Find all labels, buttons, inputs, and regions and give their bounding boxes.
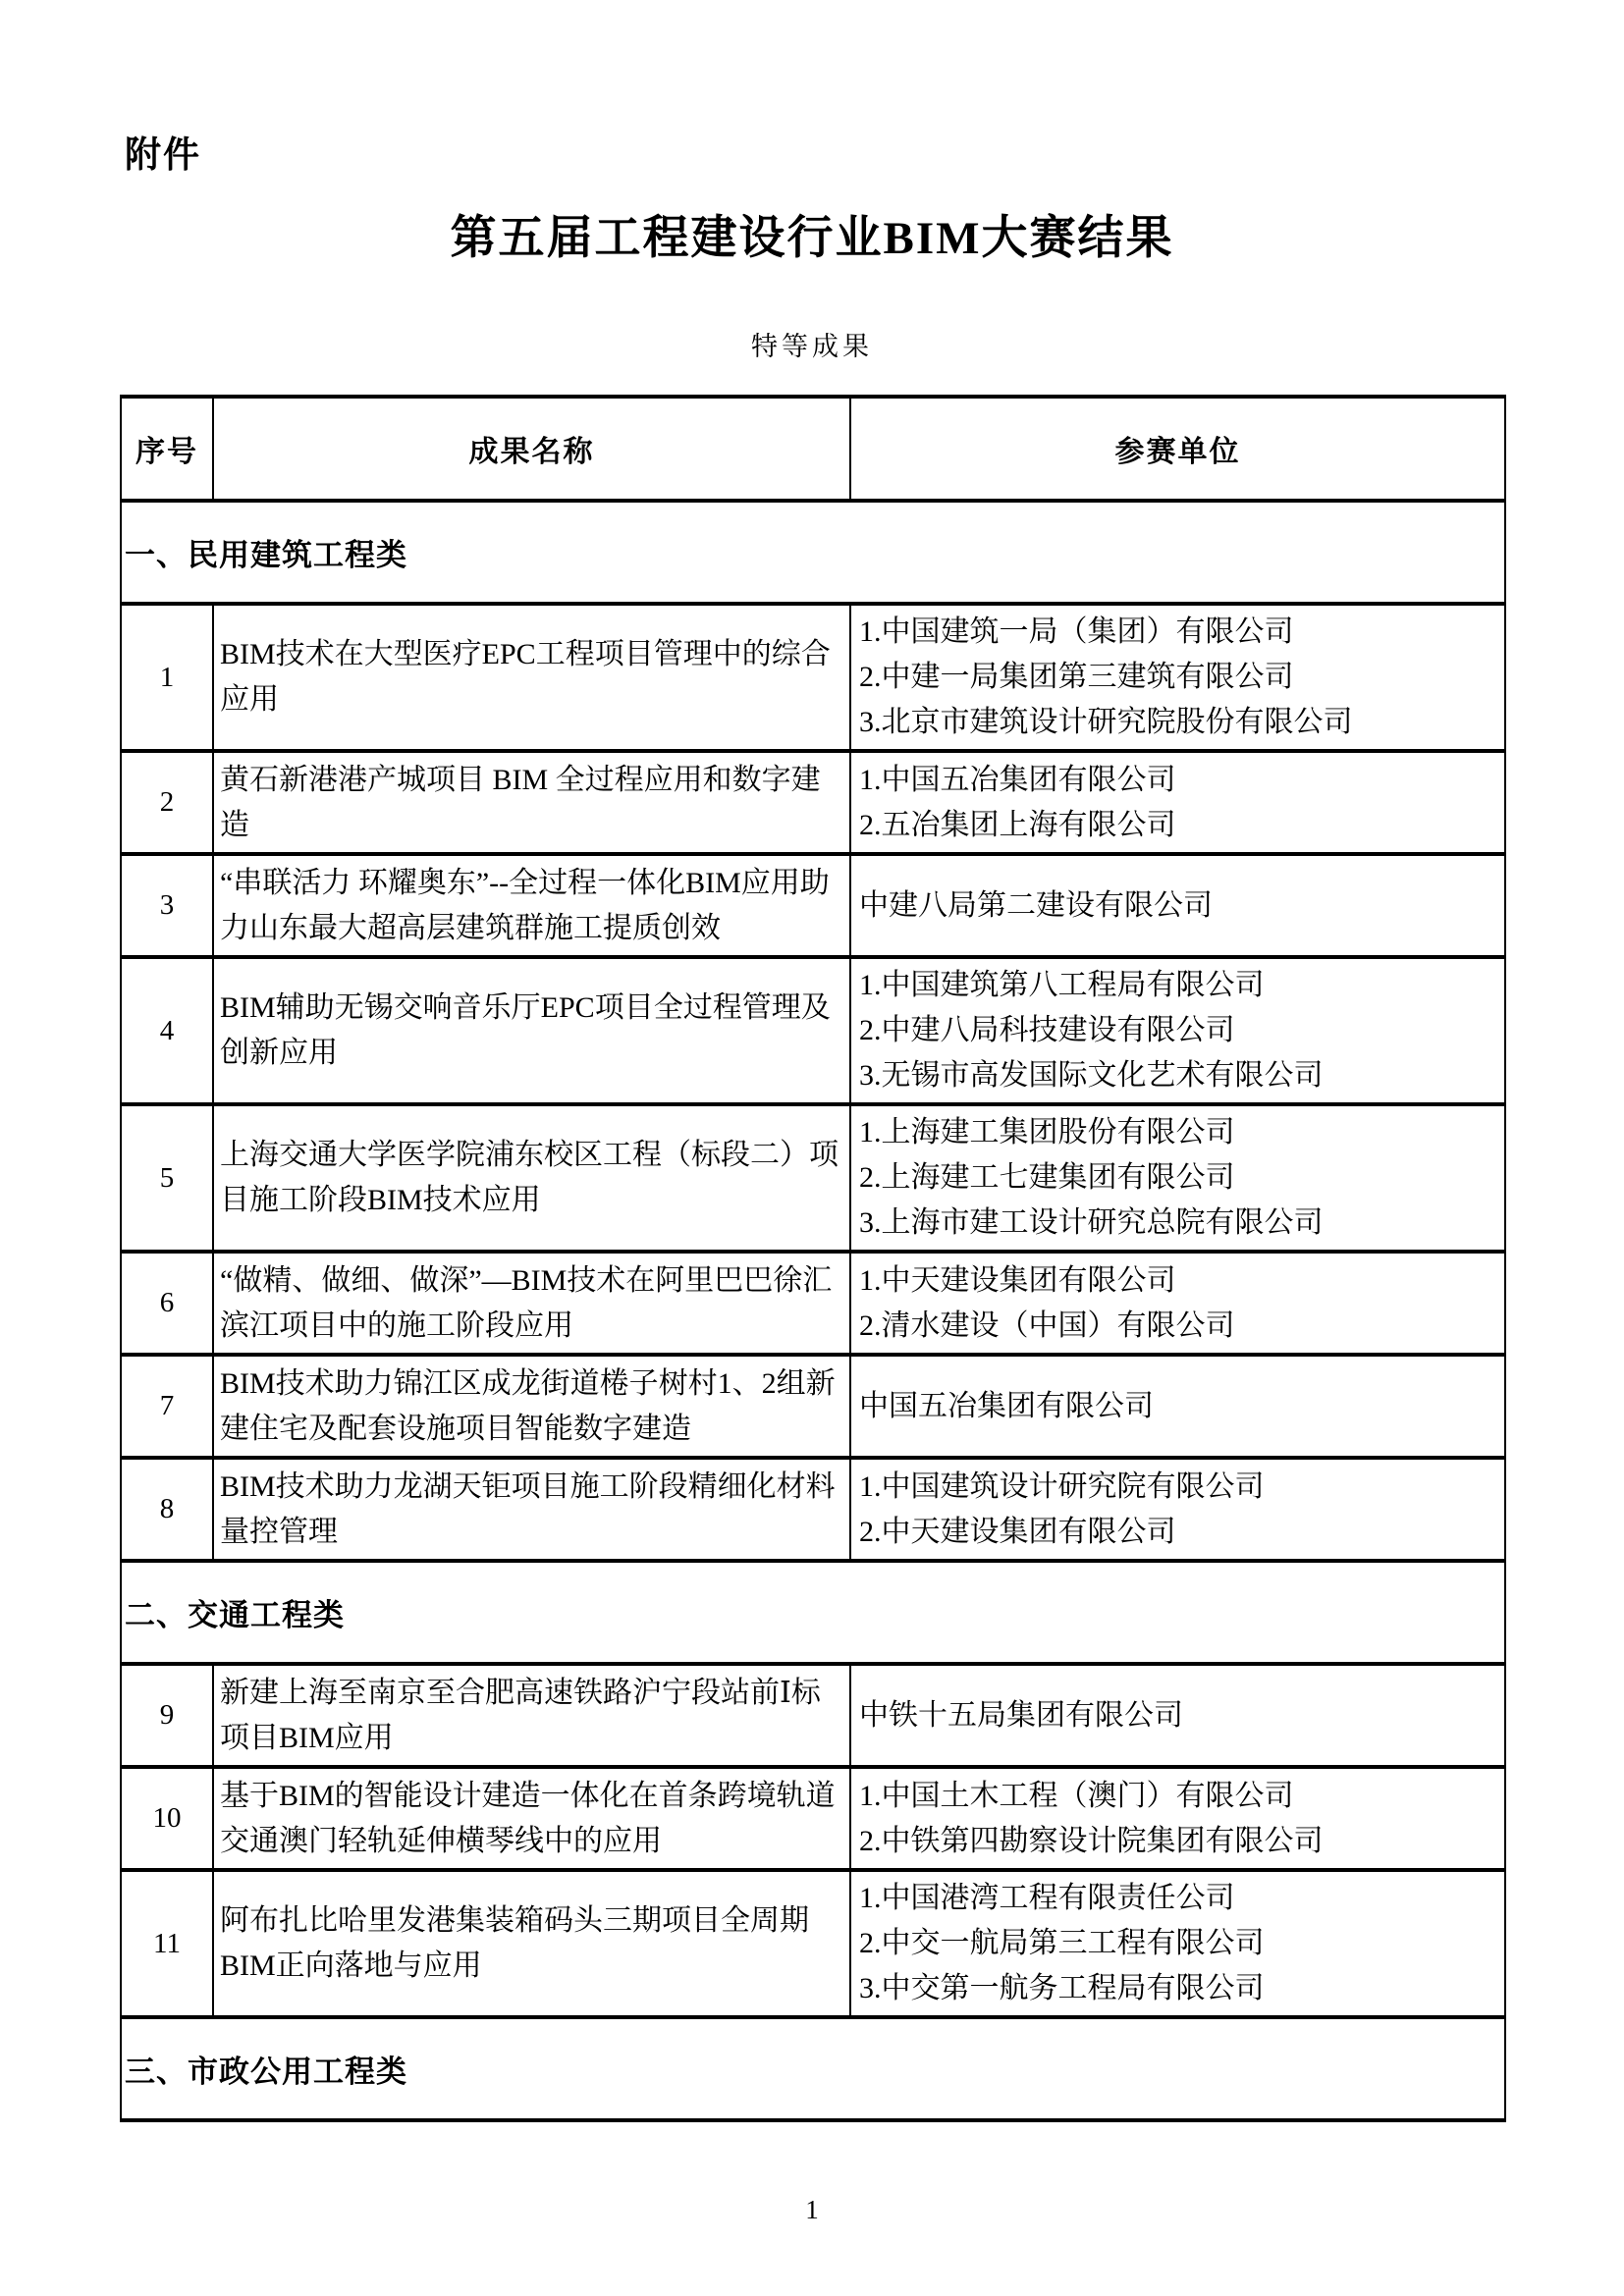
result-name: 阿布扎比哈里发港集装箱码头三期项目全周期BIM正向落地与应用 (213, 1870, 850, 2017)
result-units (850, 1252, 1505, 1355)
result-name: 新建上海至南京至合肥高速铁路沪宁段站前Ⅰ标项目BIM应用 (213, 1664, 850, 1767)
unit-line: 1.中国五冶集团有限公司 (859, 763, 1176, 796)
result-row (121, 604, 1505, 751)
section-row (121, 1561, 1505, 1664)
unit-line: 2.上海建工七建集团有限公司 (859, 1161, 1235, 1194)
result-row (121, 854, 1505, 957)
table-body (121, 501, 1505, 2120)
result-units (850, 957, 1505, 1104)
result-row (121, 1355, 1505, 1458)
unit-line: 3.北京市建筑设计研究院股份有限公司 (859, 706, 1353, 738)
unit-line: 2.中交一航局第三工程有限公司 (859, 1927, 1265, 1959)
unit-line: 1.中国港湾工程有限责任公司 (859, 1882, 1235, 1914)
unit-line: 2.中天建设集团有限公司 (859, 1515, 1176, 1548)
result-units (850, 1870, 1505, 2017)
table-header (121, 397, 1505, 501)
result-index: 4 (121, 957, 213, 1104)
subtitle: 特等成果 (751, 332, 873, 361)
result-name: 上海交通大学医学院浦东校区工程（标段二）项目施工阶段BIM技术应用 (213, 1104, 850, 1252)
result-row (121, 751, 1505, 854)
result-name: BIM技术助力锦江区成龙街道棬子树村1、2组新建住宅及配套设施项目智能数字建造 (213, 1355, 850, 1458)
result-row (121, 1252, 1505, 1355)
unit-line: 中铁十五局集团有限公司 (859, 1698, 1183, 1732)
result-units (850, 1767, 1505, 1870)
unit-line: 1.中天建设集团有限公司 (859, 1263, 1176, 1297)
table-header-row (121, 397, 1505, 501)
result-index: 9 (121, 1664, 213, 1767)
result-row (121, 1870, 1505, 2017)
result-name: 基于BIM的智能设计建造一体化在首条跨境轨道交通澳门轻轨延伸横琴线中的应用 (213, 1767, 850, 1870)
result-row (121, 1767, 1505, 1870)
unit-line: 2.五冶集团上海有限公司 (859, 808, 1176, 841)
section-label: 二、交通工程类 (121, 1561, 1505, 1664)
unit-line: 2.中建一局集团第三建筑有限公司 (859, 661, 1294, 693)
result-name: “串联活力 环耀奥东”--全过程一体化BIM应用助力山东最大超高层建筑群施工提质创效 (213, 854, 850, 957)
unit-line: 中国五冶集团有限公司 (859, 1389, 1154, 1422)
result-row (121, 1104, 1505, 1252)
unit-line: 2.清水建设（中国）有限公司 (859, 1308, 1235, 1342)
result-index: 2 (121, 751, 213, 854)
result-index: 7 (121, 1355, 213, 1458)
header-cell-name: 成果名称 (213, 397, 850, 501)
unit-line: 1.中国建筑第八工程局有限公司 (859, 969, 1265, 1001)
result-name: BIM技术助力龙湖天钜项目施工阶段精细化材料量控管理 (213, 1458, 850, 1561)
result-units (850, 604, 1505, 751)
result-index: 11 (121, 1870, 213, 2017)
unit-line: 2.中建八局科技建设有限公司 (859, 1014, 1235, 1046)
section-label: 三、市政公用工程类 (121, 2017, 1505, 2120)
result-index: 3 (121, 854, 213, 957)
page-number: 1 (805, 2195, 819, 2224)
result-index: 1 (121, 604, 213, 751)
result-index: 8 (121, 1458, 213, 1561)
result-index: 6 (121, 1252, 213, 1355)
unit-line: 1.中国建筑设计研究院有限公司 (859, 1469, 1265, 1503)
unit-line: 2.中铁第四勘察设计院集团有限公司 (859, 1824, 1324, 1857)
result-row (121, 1664, 1505, 1767)
unit-line: 1.上海建工集团股份有限公司 (859, 1116, 1235, 1148)
header-cell-index: 序号 (121, 397, 213, 501)
attachment-label: 附件 (125, 134, 201, 175)
unit-line: 3.无锡市高发国际文化艺术有限公司 (859, 1059, 1324, 1092)
result-name: 黄石新港港产城项目 BIM 全过程应用和数字建造 (213, 751, 850, 854)
header-cell-units: 参赛单位 (850, 397, 1505, 501)
result-index: 10 (121, 1767, 213, 1870)
result-units (850, 854, 1505, 957)
result-units (850, 1355, 1505, 1458)
result-units (850, 1664, 1505, 1767)
result-row (121, 957, 1505, 1104)
unit-line: 1.中国建筑一局（集团）有限公司 (859, 615, 1294, 648)
result-units (850, 751, 1505, 854)
unit-line: 中建八局第二建设有限公司 (859, 888, 1213, 922)
unit-line: 3.中交第一航务工程局有限公司 (859, 1972, 1265, 2004)
unit-line: 1.中国土木工程（澳门）有限公司 (859, 1779, 1294, 1812)
section-row (121, 501, 1505, 604)
result-name: “做精、做细、做深”—BIM技术在阿里巴巴徐汇滨江项目中的施工阶段应用 (213, 1252, 850, 1355)
result-name: BIM技术在大型医疗EPC工程项目管理中的综合应用 (213, 604, 850, 751)
section-label: 一、民用建筑工程类 (121, 501, 1505, 604)
result-index: 5 (121, 1104, 213, 1252)
result-row (121, 1458, 1505, 1561)
page-title: 第五届工程建设行业BIM大赛结果 (450, 213, 1174, 264)
result-units (850, 1104, 1505, 1252)
unit-line: 3.上海市建工设计研究总院有限公司 (859, 1206, 1324, 1239)
result-name: BIM辅助无锡交响音乐厅EPC项目全过程管理及创新应用 (213, 957, 850, 1104)
results-table (120, 395, 1506, 2122)
section-row (121, 2017, 1505, 2120)
result-units (850, 1458, 1505, 1561)
